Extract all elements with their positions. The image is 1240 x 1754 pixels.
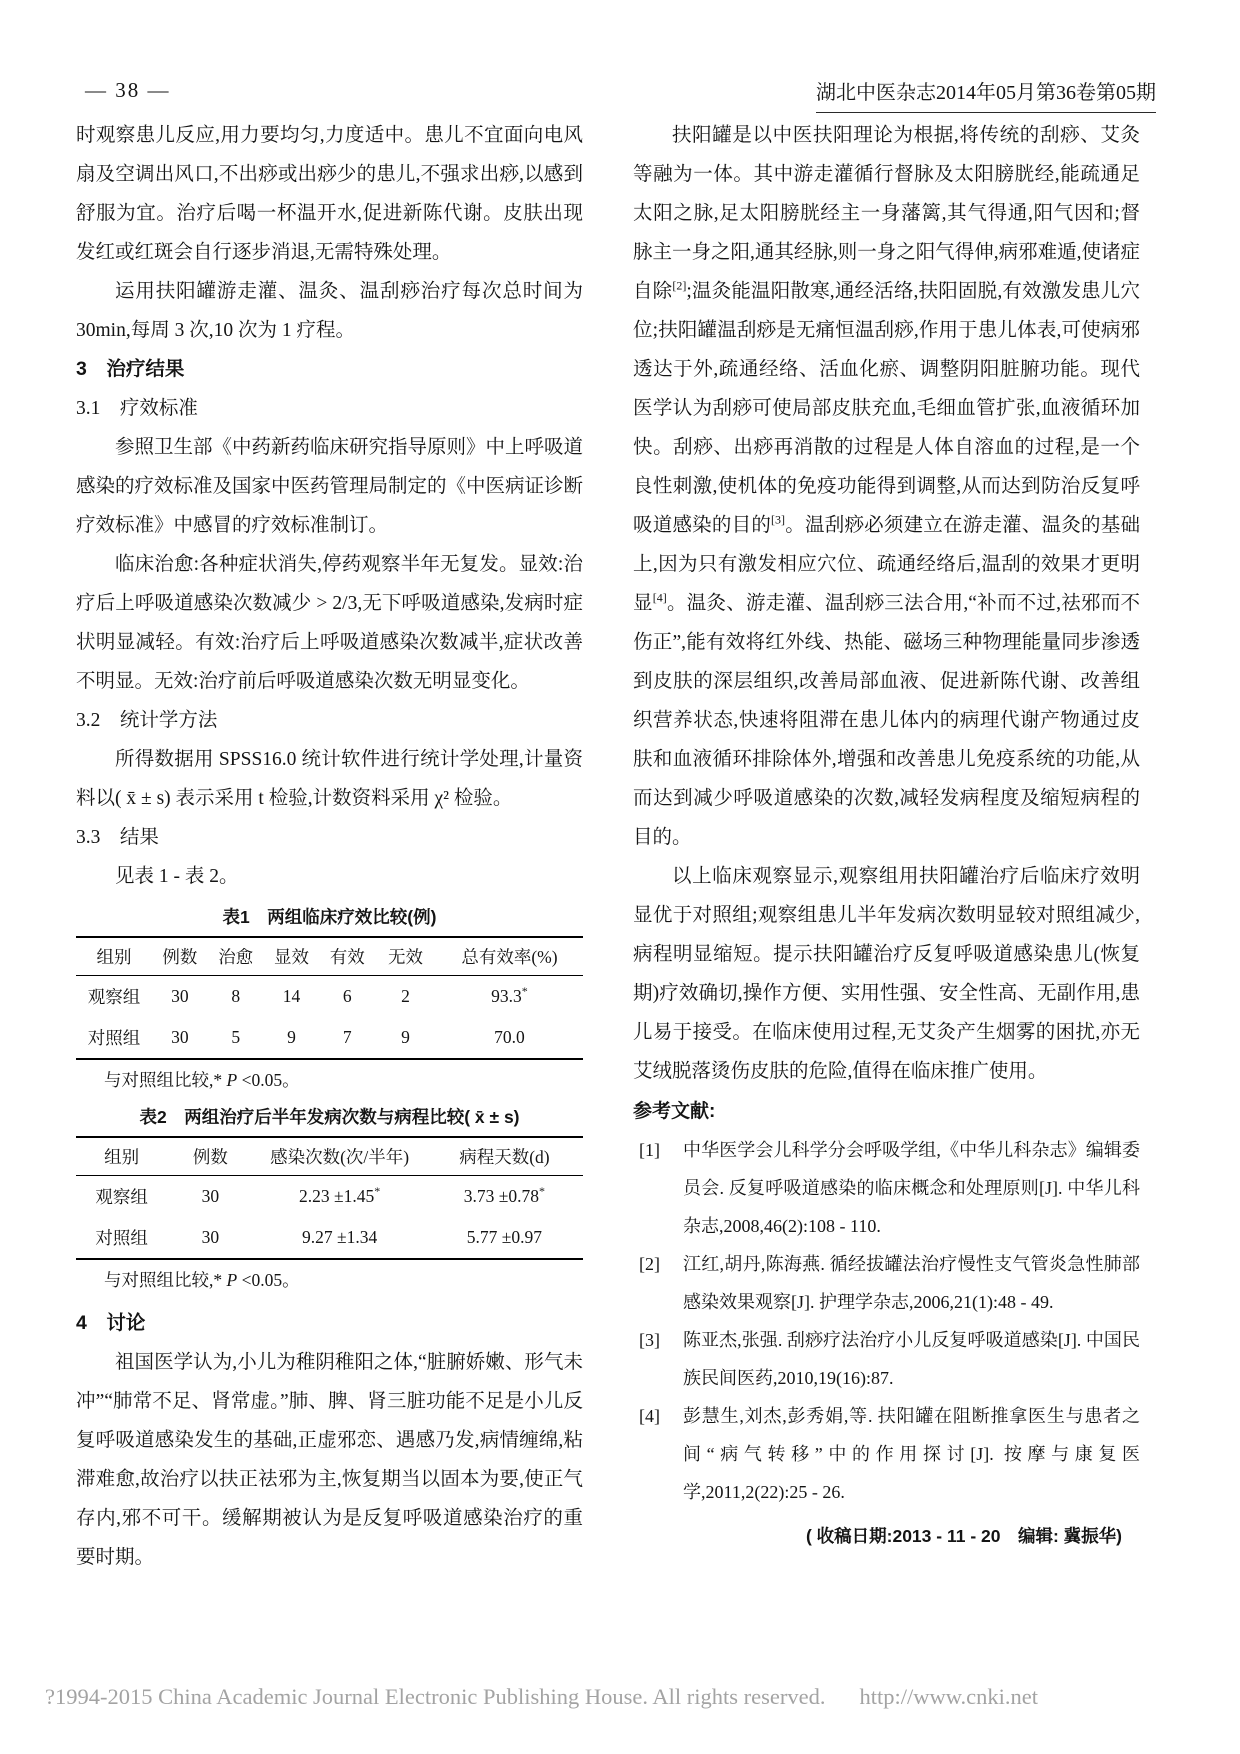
table-row [76, 1217, 583, 1259]
cell-infections [253, 1176, 425, 1218]
infections-value: 9.27 ±1.34 [302, 1227, 378, 1247]
references-heading: 参考文献: [633, 1101, 716, 1122]
paragraph-continued: 时观察患儿反应,用力要均匀,力度适中。患儿不宜面向电风扇及空调出风口,不出痧或出痧少的患儿,不强求出痧,以感到舒服为宜。治疗后喝一杯温开水,促进新陈代谢。皮肤出现发红或红斑会自行逐步消退,无需特殊处理。 [76, 125, 583, 263]
citation-marker: [4] [652, 590, 667, 605]
subsection-heading-result: 3.3 结果 [76, 827, 159, 848]
table1-col-n: 例数 [152, 937, 208, 976]
cell-cured: 8 [231, 986, 241, 1006]
cell-rate [436, 976, 583, 1018]
table1-col-effective: 有效 [319, 937, 375, 976]
cell-n: 30 [171, 1027, 189, 1047]
table1-col-marked: 显效 [264, 937, 320, 976]
cell-infections [253, 1217, 425, 1259]
reference-text: 陈亚杰,张强. 刮痧疗法治疗小儿反复呼吸道感染[J]. 中国民族民间医药,2010,19(16):87. [683, 1330, 1140, 1388]
table1 [76, 936, 583, 1060]
paragraph-see-tables: 见表 1 - 表 2。 [115, 866, 239, 887]
cell-n: 30 [201, 1227, 220, 1247]
reference-text: 中华医学会儿科学分会呼吸学组,《中华儿科杂志》编辑委员会. 反复呼吸道感染的临床概念和处理原则[J]. 中华儿科杂志,2008,46(2):108 - 110. [683, 1140, 1140, 1236]
cnki-url: http://www.cnki.net [859, 1684, 1038, 1709]
cell-group: 观察组 [87, 987, 141, 1007]
reference-item [633, 1397, 1140, 1511]
paragraph-text: 扶阳罐是以中医扶阳理论为根据,将传统的刮痧、艾灸等融为一体。其中游走灌循行督脉及太阳膀胱经,能疏通足太阳之脉,足太阳膀胱经主一身藩篱,其气得通,阳气因和;督脉主一身之阳,通其经脉,则一身之阳气得伸,病邪难遁,使诸症自除 [633, 125, 1141, 302]
cell-duration [426, 1176, 583, 1218]
note-p-symbol: P [226, 1270, 238, 1290]
cnki-watermark [45, 1684, 1038, 1710]
significance-mark: * [374, 1184, 381, 1199]
paragraph-criteria: 临床治愈:各种症状消失,停药观察半年无复发。显效:治疗后上呼吸道感染次数减少 > 2/3,无下呼吸道感染,发病时症状明显减轻。有效:治疗后上呼吸道感染次数减半,症状改善不明显。无效:治疗前后呼吸道感染次数无明显变化。 [76, 554, 583, 692]
page-number: — 38 — [85, 78, 171, 102]
cell-group: 观察组 [95, 1187, 148, 1207]
rate-value: 93.3 [491, 986, 522, 1006]
reference-text: 江红,胡丹,陈海燕. 循经拔罐法治疗慢性支气管炎急性肺部感染效果观察[J]. 护理学杂志,2006,21(1):48 - 49. [683, 1254, 1140, 1312]
cell-effective: 7 [342, 1027, 352, 1047]
subsection-heading-statistics: 3.2 统计学方法 [76, 710, 218, 731]
table2 [76, 1136, 583, 1260]
cell-ineffective: 9 [401, 1027, 410, 1047]
table1-note [76, 1064, 583, 1096]
paragraph-text: ;温灸能温阳散寒,通经活络,扶阳固脱,有效激发患儿穴位;扶阳罐温刮痧是无痛恒温刮痧,作用于患儿体表,可使病邪透达于外,疏通经络、活血化瘀、调整阴阳脏腑功能。现代医学认为刮痧可使局部皮肤充血,毛细血管扩张,血液循环加快。刮痧、出痧再消散的过程是人体自溶血的过程,是一个良性刺激,使机体的免疫功能得到调整,从而达到防治反复呼吸道感染的目的 [633, 281, 1140, 536]
reference-item [633, 1321, 1140, 1397]
note-text: 与对照组比较,* [104, 1270, 227, 1290]
cell-n: 30 [201, 1186, 220, 1206]
table1-col-group: 组别 [76, 937, 152, 976]
paragraph-statistics: 所得数据用 SPSS16.0 统计软件进行统计学处理,计量资料以( x̄ ± s) 表示采用 t 检验,计数资料采用 χ² 检验。 [76, 749, 583, 809]
copyright-text: ?1994-2015 China Academic Journal Electronic Publishing House. All rights reserved. [45, 1684, 826, 1709]
paragraph-mechanism [633, 116, 1140, 857]
cell-n: 30 [171, 986, 189, 1006]
significance-mark: * [521, 984, 528, 999]
reference-number: [2] [639, 1254, 660, 1274]
paragraph-text: 。温刮痧必须建立在游走灌、温灸的基础上,因为只有激发相应穴位、疏通经络后,温刮的效果才更明显 [633, 515, 1140, 614]
cell-ineffective: 2 [401, 986, 410, 1006]
cell-marked: 9 [287, 1027, 296, 1047]
note-text: 与对照组比较,* [104, 1070, 227, 1090]
cell-cured: 5 [231, 1027, 241, 1047]
cell-marked: 14 [282, 986, 301, 1006]
paragraph-conclusion: 以上临床观察显示,观察组用扶阳罐治疗后临床疗效明显优于对照组;观察组患儿半年发病次数明显较对照组减少,病程明显缩短。提示扶阳罐治疗反复呼吸道感染患儿(恢复期)疗效确切,操作方便、实用性强、安全性高、无副作用,患儿易于接受。在临床使用过程,无艾灸产生烟雾的困扰,亦无艾绒脱落烫伤皮肤的危险,值得在临床推广使用。 [633, 866, 1140, 1082]
table-row [76, 976, 583, 1018]
paragraph-course: 运用扶阳罐游走灌、温灸、温刮痧治疗每次总时间为 30min,每周 3 次,10 次为 1 疗程。 [76, 281, 583, 341]
table2-col-duration: 病程天数(d) [426, 1137, 583, 1176]
table2-note [76, 1264, 583, 1296]
table2-header-row [76, 1137, 583, 1176]
table1-col-cured: 治愈 [208, 937, 264, 976]
cell-effective: 6 [342, 986, 352, 1006]
table2-col-n: 例数 [167, 1137, 253, 1176]
cell-duration [426, 1217, 583, 1259]
table-row [76, 1017, 583, 1059]
table1-col-ineffective: 无效 [375, 937, 436, 976]
section-heading-results: 3 治疗结果 [76, 358, 185, 380]
note-text: <0.05。 [237, 1270, 300, 1290]
paragraph-text: 。温灸、游走灌、温刮痧三法合用,“补而不过,祛邪而不伤正”,能有效将红外线、热能、磁场三种物理能量同步渗透到皮肤的深层组织,改善局部血液、促进新陈代谢、改善组织营养状态,快速将阻滞在患儿体内的病理代谢产物通过皮肤和血液循环排除体外,增强和改善患儿免疫系统的功能,从而达到减少呼吸道感染的次数,减轻发病程度及缩短病程的目的。 [633, 593, 1140, 848]
citation-marker: [2] [672, 278, 687, 293]
infections-value: 2.23 ±1.45 [299, 1186, 375, 1206]
table1-header-row [76, 937, 583, 976]
reference-number: [3] [639, 1330, 660, 1350]
reference-number: [1] [639, 1140, 660, 1160]
paragraph-discussion: 祖国医学认为,小儿为稚阴稚阳之体,“脏腑娇嫩、形气未冲”“肺常不足、肾常虚。”肺、脾、肾三脏功能不足是小儿反复呼吸道感染发生的基础,正虚邪恋、遇感乃发,病情缠绵,粘滞难愈,故治疗以扶正祛邪为主,恢复期当以固本为要,使正气存内,邪不可干。缓解期被认为是反复呼吸道感染治疗的重要时期。 [76, 1352, 583, 1568]
table2-col-group: 组别 [76, 1137, 167, 1176]
left-column [76, 116, 583, 1577]
right-column [633, 116, 1140, 1566]
duration-value: 3.73 ±0.78 [463, 1186, 540, 1206]
cell-group: 对照组 [95, 1228, 148, 1248]
table1-title: 表1 两组临床疗效比较(例) [222, 907, 437, 927]
table1-col-rate: 总有效率(%) [436, 937, 583, 976]
table2-title: 表2 两组治疗后半年发病次数与病程比较( x̄ ± s) [139, 1107, 520, 1127]
note-text: <0.05。 [237, 1070, 300, 1090]
citation-marker: [3] [771, 512, 786, 527]
subsection-heading-criteria: 3.1 疗效标准 [76, 398, 198, 419]
section-heading-discussion: 4 讨论 [76, 1312, 146, 1334]
note-p-symbol: P [226, 1070, 238, 1090]
received-date-line: ( 收稿日期:2013 - 11 - 20 编辑: 冀振华) [805, 1526, 1122, 1546]
journal-header-line: 湖北中医杂志2014年05月第36卷第05期 [816, 76, 1156, 113]
reference-item [633, 1245, 1140, 1321]
duration-value: 5.77 ±0.97 [466, 1227, 543, 1247]
reference-item [633, 1131, 1140, 1245]
table-row [76, 1176, 583, 1218]
significance-mark: * [539, 1184, 546, 1199]
table2-col-infections: 感染次数(次/半年) [253, 1137, 425, 1176]
reference-number: [4] [639, 1406, 660, 1426]
cell-group: 对照组 [87, 1028, 141, 1048]
reference-text: 彭慧生,刘杰,彭秀娟,等. 扶阳罐在阻断推拿医生与患者之间“病气转移”中的作用探讨[J]. 按摩与康复医学,2011,2(22):25 - 26. [683, 1406, 1140, 1502]
rate-value: 70.0 [494, 1027, 525, 1047]
paragraph-standard: 参照卫生部《中药新药临床研究指导原则》中上呼吸道感染的疗效标准及国家中医药管理局制定的《中医病证诊断疗效标准》中感冒的疗效标准制订。 [76, 437, 584, 536]
cell-rate [436, 1017, 583, 1059]
